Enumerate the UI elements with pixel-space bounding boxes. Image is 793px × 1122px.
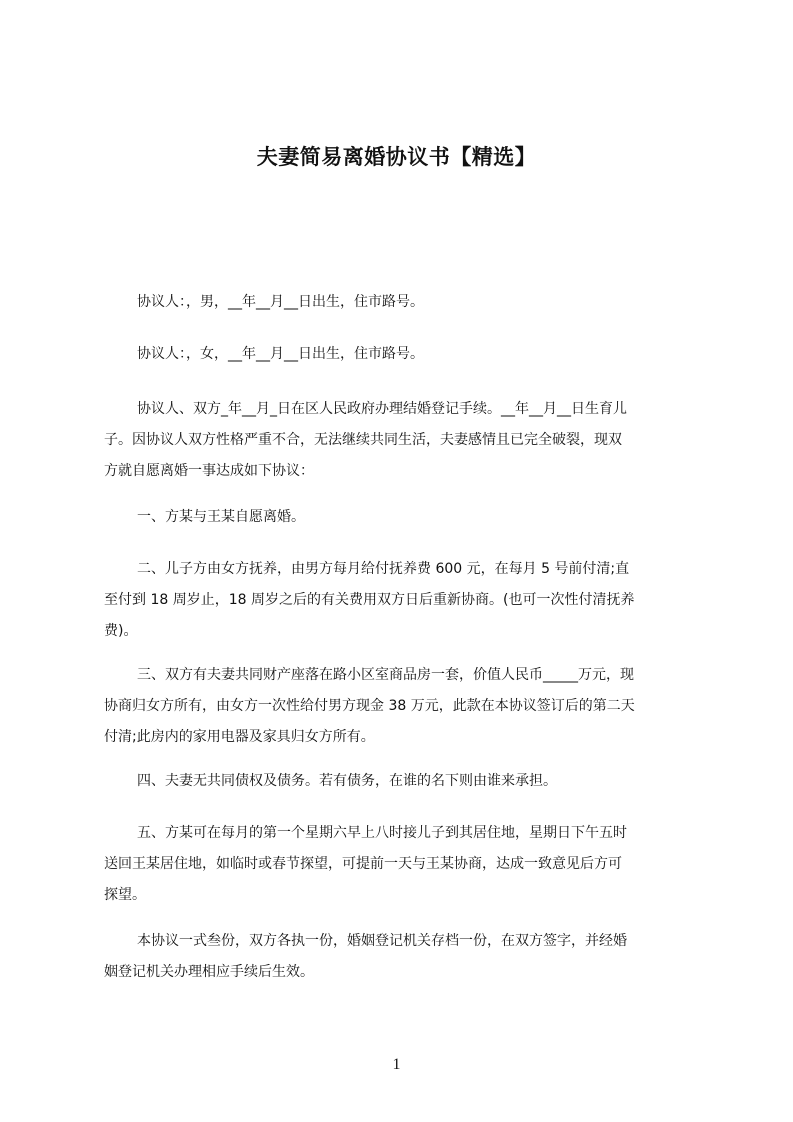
paragraph-line: 方就自愿离婚一事达成如下协议： [104,463,314,479]
paragraph-line: 一、方某与王某自愿离婚。 [137,509,305,525]
clause-4-paragraph [104,766,706,797]
paragraph-line: 三、双方有夫妻共同财产座落在路小区室商品房一套，价值人民币_____万元，现 [137,667,634,683]
paragraph-line: 探望。 [104,887,146,903]
paragraph-line: 子。因协议人双方性格严重不合，无法继续共同生活，夫妻感情且已完全破裂，现双 [104,432,622,448]
paragraph-line: 协议人、双方_年__月_日在区人民政府办理结婚登记手续。__年__月__日生育儿 [137,401,627,417]
document-title: 夫妻简易离婚协议书【精选】 [256,145,537,169]
paragraph-line: 五、方某可在每月的第一个星期六早上八时接儿子到其居住地，星期日下午五时 [137,825,627,841]
paragraph-line: 协商归女方所有，由女方一次性给付男方现金 38 万元，此款在本协议签订后的第二天 [104,698,635,714]
paragraph-line: 本协议一式叁份，双方各执一份，婚姻登记机关存档一份，在双方签字，并经婚 [137,933,627,949]
party-female-paragraph [104,339,706,370]
paragraph-line: 协议人：，男，__年__月__日出生，住市路号。 [137,294,424,310]
paragraph-line: 协议人：，女，__年__月__日出生，住市路号。 [137,346,424,362]
paragraph-line: 付清;此房内的家用电器及家具归女方所有。 [104,729,375,745]
closing-paragraph [104,926,706,988]
clause-2-paragraph [104,554,706,647]
paragraph-line: 费)。 [104,623,138,639]
intro-paragraph [104,394,706,487]
paragraph-line: 至付到 18 周岁止，18 周岁之后的有关费用双方日后重新协商。(也可一次性付清抚养 [104,592,635,608]
clause-3-paragraph [104,660,706,753]
clause-1-paragraph [104,502,706,533]
clause-5-paragraph [104,818,706,911]
paragraph-line: 姻登记机关办理相应手续后生效。 [104,964,314,980]
paragraph-line: 四、夫妻无共同债权及债务。若有债务，在谁的名下则由谁来承担。 [137,773,557,789]
party-male-paragraph [104,287,706,318]
page-number: 1 [392,1056,401,1073]
paragraph-line: 送回王某居住地，如临时或春节探望，可提前一天与王某协商，达成一致意见后方可 [104,856,622,872]
paragraph-line: 二、儿子方由女方抚养，由男方每月给付抚养费 600 元，在每月 5 号前付清;直 [137,561,630,577]
